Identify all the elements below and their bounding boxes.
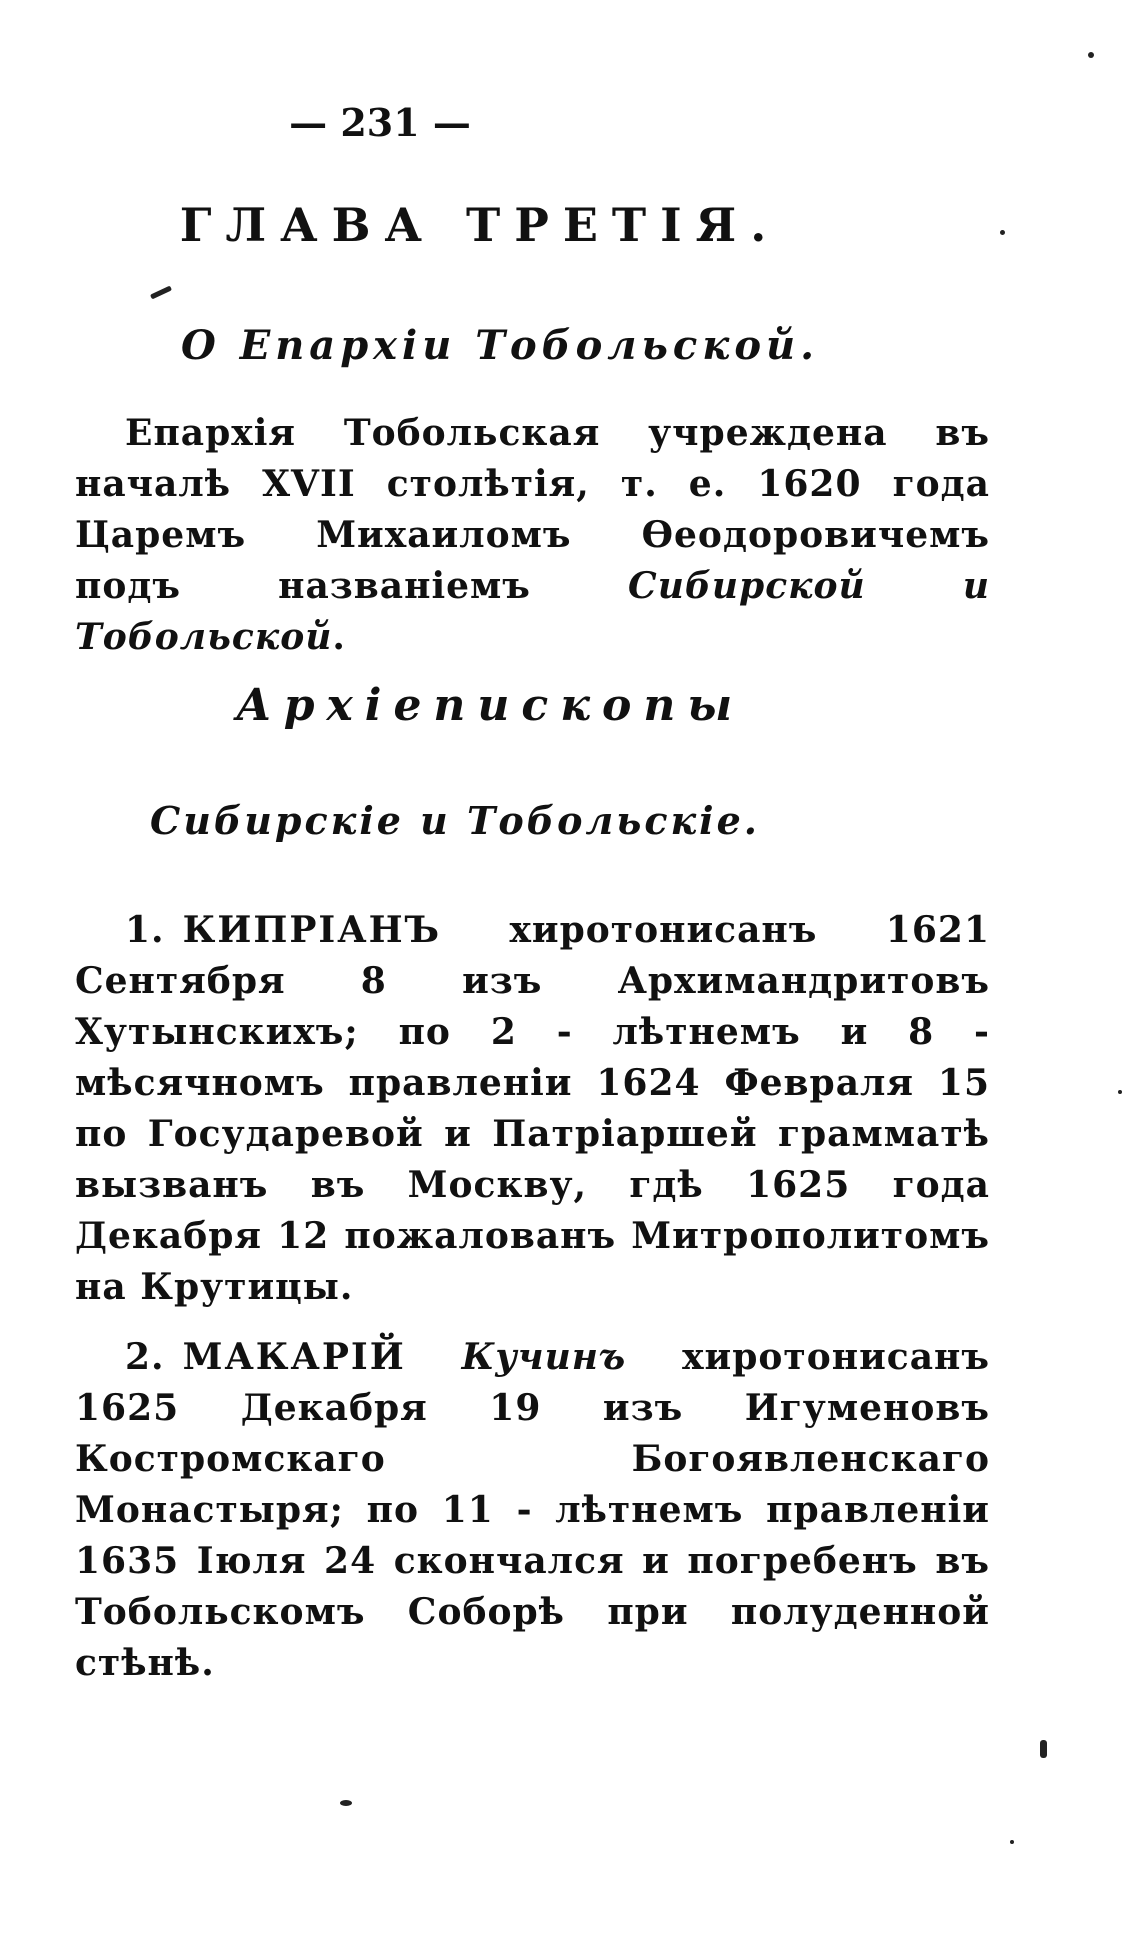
print-speck: [340, 1800, 352, 1806]
print-speck: [1000, 230, 1005, 235]
entry-text: хиротонисанъ 1621 Сентября 8 изъ Архимандритовъ Хутынскихъ; по 2 - лѣтнемъ и 8 - мѣсячномъ правленіи 1624 Февраля 15 по Государевой и Патріаршей грамматѣ вызванъ въ Москву, гдѣ 1625 года Декабря 12 пожалованъ Митрополитомъ на Крутицы.: [75, 909, 990, 1308]
print-speck: [1118, 1090, 1122, 1094]
section-subheading: Сибирскіе и Тобольскіе.: [149, 798, 761, 843]
entry-number: 2.: [125, 1336, 165, 1378]
section-heading: Архіепископы: [235, 680, 745, 731]
entry-name: КИПРІАНЪ: [182, 909, 442, 951]
print-speck: [1010, 1840, 1014, 1844]
entry-1: [75, 905, 990, 1313]
intro-text: Епархія Тобольская учреждена въ началѣ XVII столѣтія, т. е. 1620 года Царемъ Михаиломъ Ѳеодоровичемъ подъ названіемъ: [75, 412, 990, 607]
chapter-subtitle: О Епархіи Тобольской.: [180, 322, 820, 369]
print-speck: [1040, 1740, 1047, 1758]
chapter-title: ГЛАВА ТРЕТІЯ.: [179, 198, 781, 252]
intro-end: .: [332, 616, 346, 658]
print-speck: [150, 286, 172, 300]
entry-name: МАКАРІЙ: [182, 1336, 406, 1378]
entry-surname: Кучинъ: [461, 1336, 627, 1378]
entry-number: 1.: [125, 909, 165, 951]
entry-2: [75, 1332, 990, 1689]
print-speck: [1088, 52, 1094, 58]
page-number: — 231 —: [289, 100, 471, 145]
intro-italic-text: Сибирской и Тобольской: [75, 565, 990, 658]
intro-paragraph: [75, 408, 990, 663]
entry-text: хиротонисанъ 1625 Декабря 19 изъ Игуменовъ Костромскаго Богоявленскаго Монастыря; по 11 - лѣтнемъ правленіи 1635 Іюля 24 скончался и погребенъ въ Тобольскомъ Соборѣ при полуденной стѣнѣ.: [75, 1336, 990, 1684]
